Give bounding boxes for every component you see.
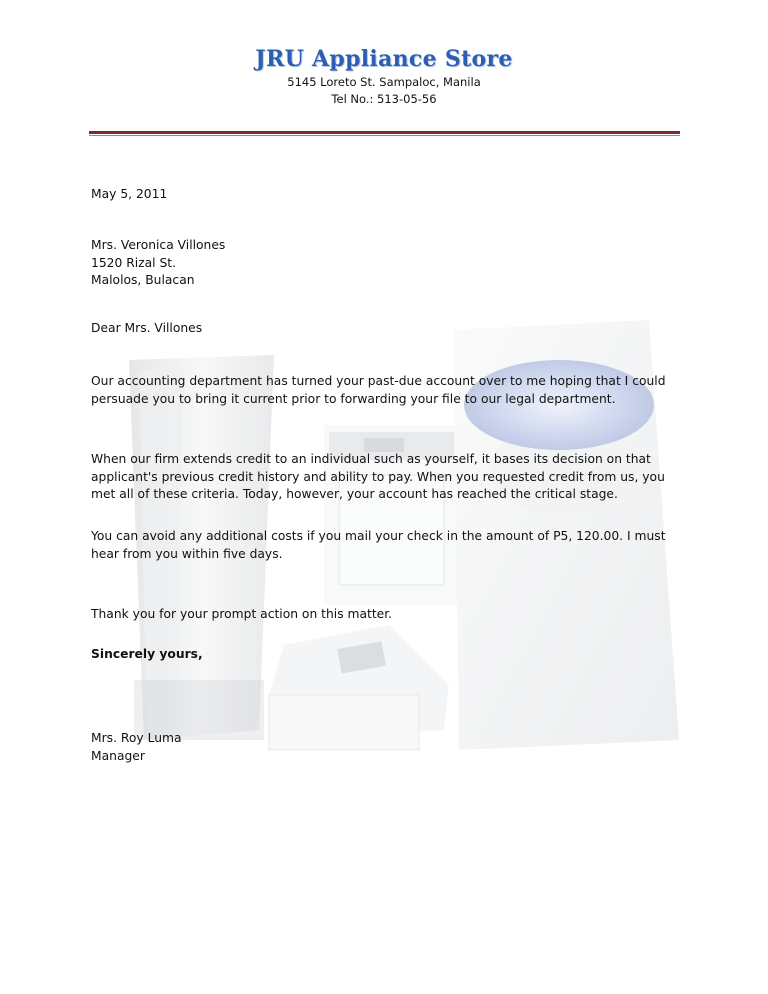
closing: Sincerely yours, [91,647,203,661]
paragraph-3-line: hear from you within five days. [91,546,283,561]
signature-name: Mrs. Roy Luma [91,731,182,745]
paragraph-1 [91,373,671,408]
recipient-block [91,237,671,290]
store-address: 5145 Loreto St. Sampaloc, Manila [287,75,481,89]
signature-title: Manager [91,748,145,763]
recipient-name: Mrs. Veronica Villones [91,238,226,252]
letterhead-rule-thick [89,131,680,134]
letter-date: May 5, 2011 [91,187,168,201]
salutation: Dear Mrs. Villones [91,321,203,335]
letterhead [0,44,768,108]
paragraph-4: Thank you for your prompt action on this matter. [91,607,393,621]
store-telephone: Tel No.: 513-05-56 [331,92,437,106]
paragraph-2 [91,451,671,504]
letterhead-rule-thin [89,135,680,136]
paragraph-3-line: You can avoid any additional costs if you mail your check in the amount of P5, 120.00. I must [91,529,666,543]
recipient-street: 1520 Rizal St. [91,255,177,270]
paragraph-2-line: met all of these criteria. Today, however, your account has reached the critical stage. [91,487,618,501]
store-name: JRU Appliance Store [255,46,513,72]
recipient-city: Malolos, Bulacan [91,273,195,287]
paragraph-3 [91,528,671,563]
paragraph-2-line: When our firm extends credit to an individual such as yourself, it bases its decision on that [91,452,651,466]
paragraph-2-line: applicant's previous credit history and ability to pay. When you requested credit from us, you [91,469,665,484]
paragraph-1-line: persuade you to bring it current prior to forwarding your file to our legal department. [91,391,616,406]
paragraph-1-line: Our accounting department has turned your past-due account over to me hoping that I could [91,374,666,388]
signature-block [91,730,671,765]
